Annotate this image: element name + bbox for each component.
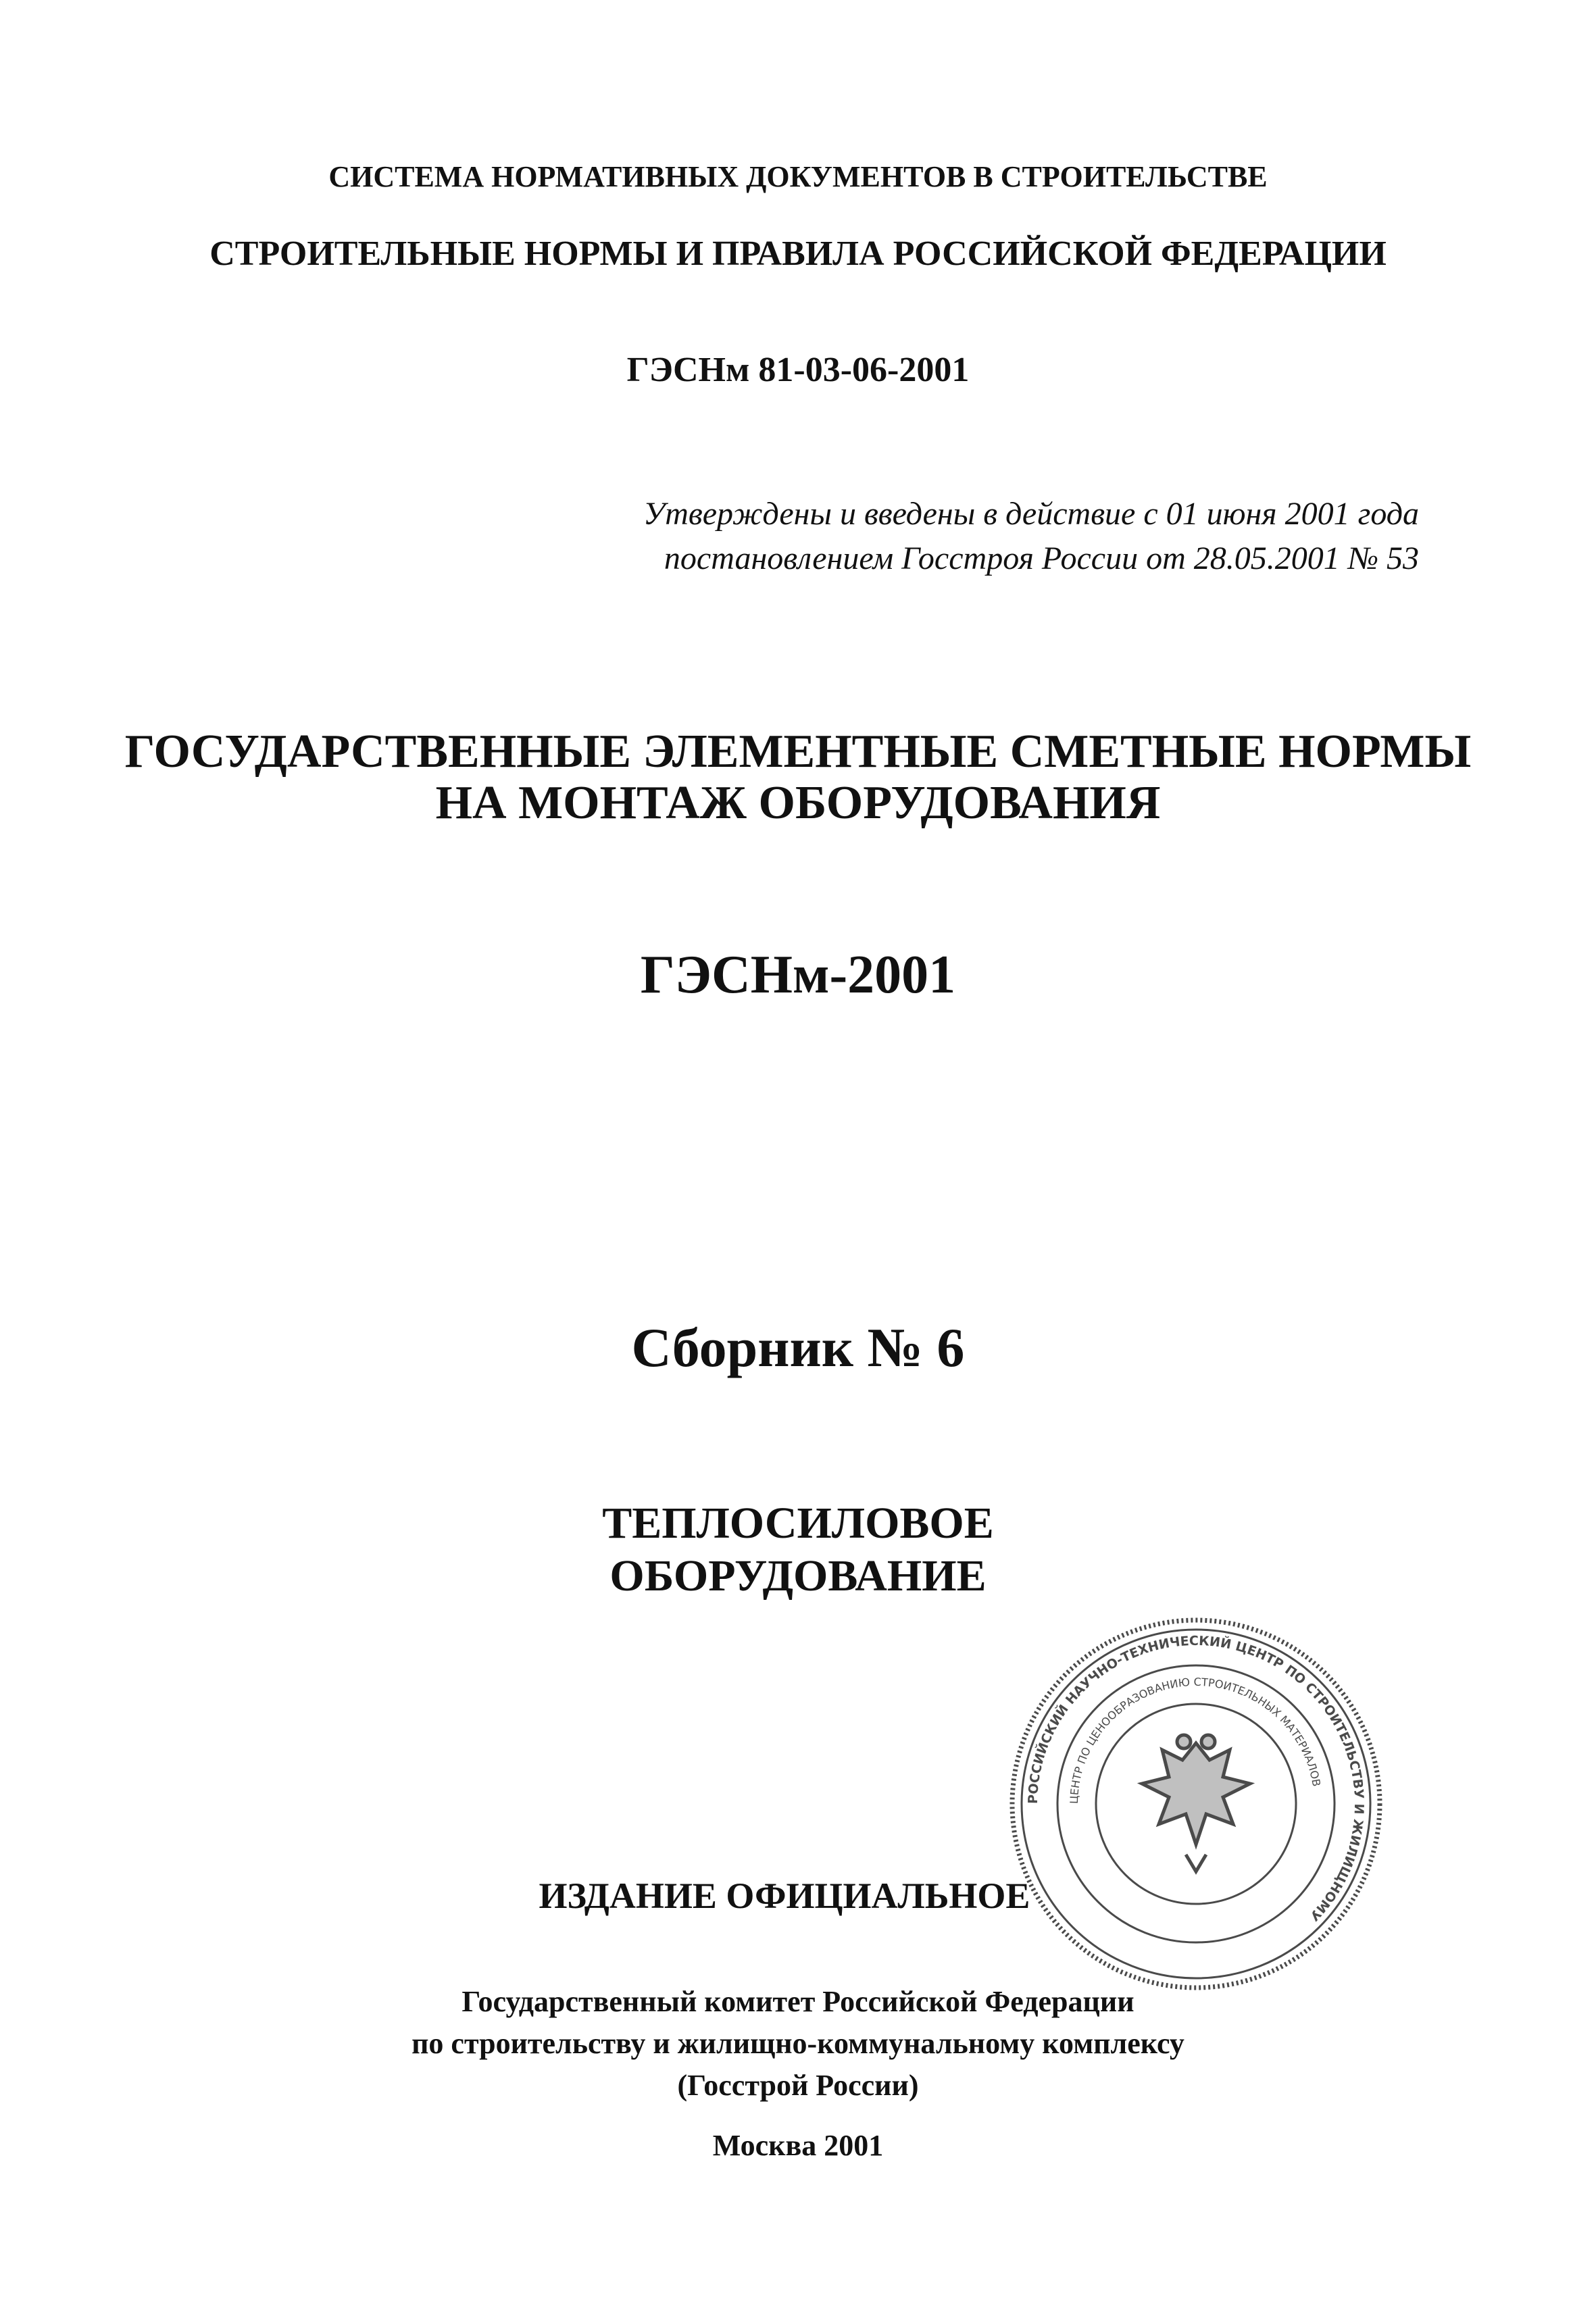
collection-label: Сборник № 6 bbox=[631, 1317, 965, 1378]
approval-note bbox=[643, 492, 1419, 581]
official-edition: ИЗДАНИЕ ОФИЦИАЛЬНОЕ bbox=[539, 1876, 1030, 1916]
publisher-block bbox=[0, 1981, 1596, 2107]
short-code: ГЭСНм-2001 bbox=[640, 945, 956, 1005]
publisher-line-2: по строительству и жилищно-коммунальному комплексу bbox=[412, 2027, 1184, 2060]
approval-line-1: Утверждены и введены в действие с 01 июня 2001 года bbox=[643, 496, 1419, 532]
publisher-line-1: Государственный комитет Российской Федерации bbox=[462, 1985, 1134, 2018]
series-title: СИСТЕМА НОРМАТИВНЫХ ДОКУМЕНТОВ В СТРОИТЕЛЬСТВЕ bbox=[328, 160, 1268, 193]
subject-line-2: ОБОРУДОВАНИЕ bbox=[609, 1551, 987, 1601]
approval-line-2: постановлением Госстроя России от 28.05.2001 № 53 bbox=[664, 540, 1419, 576]
seal-outer-text: РОССИЙСКИЙ НАУЧНО-ТЕХНИЧЕСКИЙ ЦЕНТР ПО СТРОИТЕЛЬСТВУ И ЖИЛИЩНОМУ bbox=[1025, 1633, 1367, 1924]
seal-inner-text: ЦЕНТР ПО ЦЕНООБРАЗОВАНИЮ СТРОИТЕЛЬНЫХ МАТЕРИАЛОВ bbox=[1067, 1675, 1324, 1805]
document-code: ГЭСНм 81-03-06-2001 bbox=[626, 351, 970, 389]
city-year: Москва 2001 bbox=[712, 2129, 884, 2162]
collection-subject bbox=[0, 1497, 1596, 1603]
main-title-line-1: ГОСУДАРСТВЕННЫЕ ЭЛЕМЕНТНЫЕ СМЕТНЫЕ НОРМЫ bbox=[124, 726, 1472, 778]
main-title bbox=[0, 726, 1596, 829]
main-title-line-2: НА МОНТАЖ ОБОРУДОВАНИЯ bbox=[435, 777, 1161, 829]
snip-title: СТРОИТЕЛЬНЫЕ НОРМЫ И ПРАВИЛА РОССИЙСКОЙ ФЕДЕРАЦИИ bbox=[209, 234, 1387, 273]
publisher-line-3: (Госстрой России) bbox=[677, 2069, 919, 2102]
official-seal-stamp bbox=[1007, 1615, 1385, 1993]
eagle-emblem-icon bbox=[1142, 1735, 1250, 1871]
subject-line-1: ТЕПЛОСИЛОВОЕ bbox=[602, 1499, 994, 1548]
